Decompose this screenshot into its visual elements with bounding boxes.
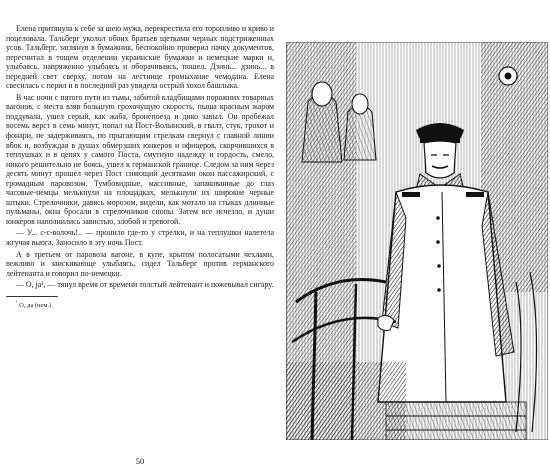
footnote-text: О, да (нем.). [19, 301, 53, 309]
left-page [6, 24, 274, 466]
ink-illustration-officer-on-train-icon [286, 42, 548, 440]
footnote-rule [6, 296, 58, 297]
footnote [6, 300, 274, 310]
page-number: 50 [135, 456, 145, 466]
right-page [286, 42, 548, 440]
text-block [6, 24, 274, 290]
paragraph-2: В час ночи с пятого пути из тьмы, забитой кладбищами порожних товарных вагонов, с места взяв большую грохочущую скорость, пыша красным жаром поддувала, ушел серый, как жаба, бронепоезд и дико завыл. Он пробежал восемь верст в семь минут, попал на Пост-Волынский, в гвалт, стук, грохот и фонари, не задерживаясь, по прыгающим стрелкам свернул с главной линии вбок и, возбуждая в душах обмерзших юнкеров и офицеров, скорчившихся в теплушках и в цепях у самого Поста, смутную надежду и гордость, смело, никого решительно не боясь, ушел к германской границе. Следом за ним через десять минут прошел через Пост сияющий десятками окон пассажирский, с громадным паровозом. Тумбовидные, массивные, запакованные до глаз часовые-немцы мелькнули на площадках, мелькнули их широкие черные штыки. Стрелочники, давясь морозом, видели, как мотало на стыках длинные пульманы, окна бросали в стрелочников снопы. Затем все исчезло, и души юнкеров наполнились завистью, злобой и тревогой. [6, 92, 274, 226]
paragraph-5: — О, ja¹, — тянул время от времени толстый лейтенант и пожевывал сигару. [16, 280, 274, 290]
footnote-mark: ¹ [16, 300, 18, 306]
paragraph-3: — У... с-с-волочь!.. — пронило где-то у стрелки, и на теплушки налетела жгучая вьюга. Заносило в эту ночь Пост. [6, 228, 274, 248]
paragraph-1: Елена притянула к себе за шею мужа, перекрестила его торопливо и криво и поцеловала. Тальберг уколол обоих братьев щетками черных подстриженных усов. Тальберг, заглянув в бумажник, беспокойно проверил пачку документов, пересчитал в тощем отделении украинские бумажки и немецкие марки и, улыбаясь, напряженно улыбаясь и оборачиваясь, пошел. Дзинь... дзинь... в передней свет сверху, потом на лестнице громыхание чемодана. Елена свесилась с перил и в последний раз увидела острый хохол башлыка. [6, 24, 274, 91]
paragraph-4: А в третьем от паровоза вагоне, в купе, крытом полосатыми чехлами, вежливо и заискивающе улыбаясь, сидел Тальберг против германского лейтенанта и говорил по-немецки. [6, 249, 274, 278]
